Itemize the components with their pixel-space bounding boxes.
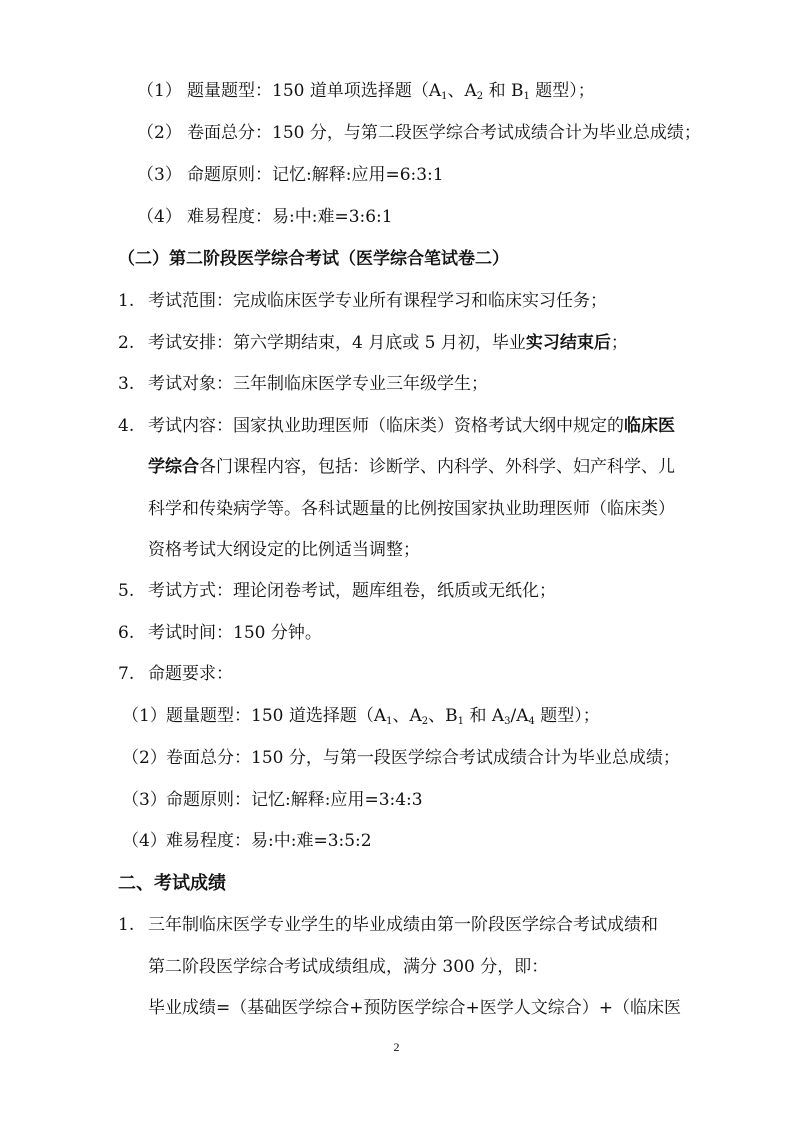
exam1-item-3: （3） 命题原则：记忆:解释:应用=6:3:1: [137, 165, 444, 185]
list-item-6: 6. 考试时间：150 分钟。: [118, 623, 322, 643]
exam2-item-4: （4）难易程度：易:中:难=3:5:2: [122, 831, 372, 851]
exam2-item-3: （3）命题原则：记忆:解释:应用=3:4:3: [122, 790, 423, 810]
list-item-4-cont-3: 资格考试大纲设定的比例适当调整；: [148, 540, 420, 560]
score-item-1-cont-1: 第二阶段医学综合考试成绩组成，满分 300 分，即：: [148, 957, 549, 977]
list-item-2: 2. 考试安排：第六学期结束，4 月底或 5 月初，毕业实习结束后；: [118, 333, 628, 353]
exam1-item-2: （2） 卷面总分：150 分，与第二段医学综合考试成绩合计为毕业总成绩；: [137, 123, 701, 143]
list-item-3: 3. 考试对象：三年制临床医学专业三年级学生；: [118, 374, 488, 394]
list-item-4-cont-1: 学综合各门课程内容，包括：诊断学、内科学、外科学、妇产科学、儿: [148, 457, 675, 477]
page-number: 2: [393, 1040, 400, 1054]
list-item-5: 5. 考试方式：理论闭卷考试，题库组卷，纸质或无纸化；: [118, 581, 556, 601]
exam1-item-4: （4） 难易程度：易:中:难=3:6:1: [137, 207, 393, 227]
section-heading: 二、考试成绩: [118, 873, 226, 894]
score-item-1-cont-2: 毕业成绩=（基础医学综合+预防医学综合+医学人文综合）+（临床医: [148, 998, 681, 1018]
list-item-4-cont-2: 科学和传染病学等。各科试题量的比例按国家执业助理医师（临床类）: [148, 499, 675, 519]
list-item-4: 4. 考试内容：国家执业助理医师（临床类）资格考试大纲中规定的临床医: [118, 416, 675, 436]
exam1-item-1: （1） 题量题型：150 道单项选择题（$A_1$、$A_2$ 和 $B_1$ 题型）；: [137, 81, 595, 102]
section-subheading: （二）第二阶段医学综合考试（医学综合笔试卷二）: [118, 249, 509, 269]
list-item-7: 7. 命题要求：: [118, 664, 233, 684]
list-item-1: 1. 考试范围：完成临床医学专业所有课程学习和临床实习任务；: [118, 291, 607, 311]
exam2-item-1: （1）题量题型：150 道选择题（$A_1$、$A_2$、$B_1$ 和 $A_3/A_4$ 题型）；: [122, 706, 600, 727]
exam2-item-2: （2）卷面总分：150 分，与第一段医学综合考试成绩合计为毕业总成绩；: [122, 748, 680, 768]
score-item-1: 1. 三年制临床医学专业学生的毕业成绩由第一阶段医学综合考试成绩和: [118, 915, 658, 935]
